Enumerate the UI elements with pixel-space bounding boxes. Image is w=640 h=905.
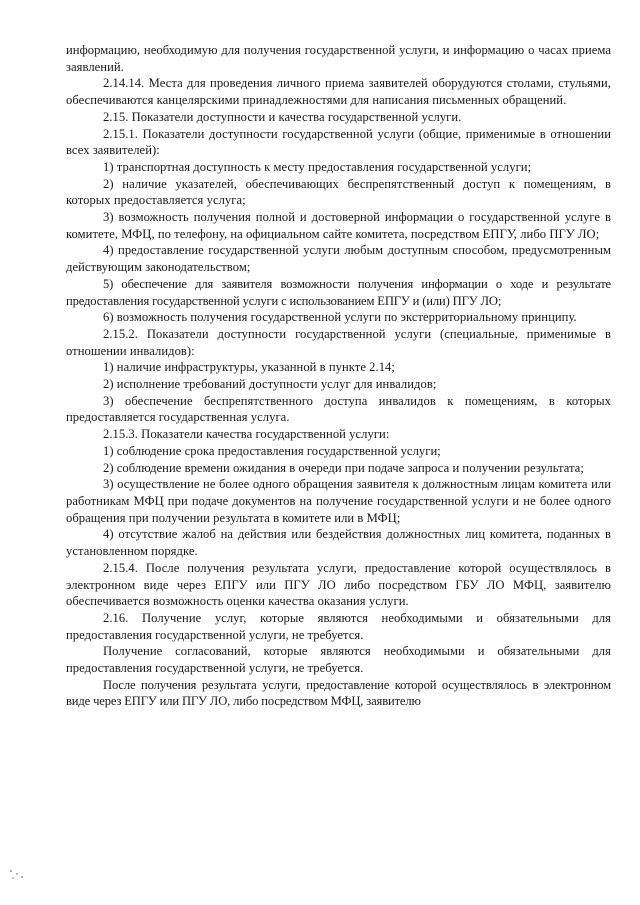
list-item: 2) исполнение требований доступности услуг для инвалидов; (103, 377, 437, 392)
list-item: 5) обеспечение для заявителя возможности получения информации о ходе и результате предоставления государственной услуги с использованием ЕПГУ и (или) ПГУ ЛО; (66, 276, 611, 308)
list-item: 2) наличие указателей, обеспечивающих беспрепятственный доступ к помещениям, в которых предоставляется услуга; (66, 176, 611, 208)
section-heading: 2.15. Показатели доступности и качества государственной услуги. (103, 109, 462, 124)
list-item: 1) наличие инфраструктуры, указанной в пункте 2.14; (103, 360, 395, 375)
list-item: 3) осуществление не более одного обращения заявителя к должностным лицам комитета или работникам МФЦ при подаче документов на получение государственной услуги и не более одного обращения при получении результата в комитете или в МФЦ; (66, 477, 611, 525)
paragraph: 2.16. Получение услуг, которые являются необходимыми и обязательными для предоставления государственной услуги, не требуется. (66, 610, 611, 642)
list-item: 6) возможность получения государственной услуги по экстерриториальному принципу. (103, 310, 577, 325)
list-item: 3) возможность получения полной и достоверной информации о государственной услуге в комитете, МФЦ, по телефону, на официальном сайте комитета, посредством ЕПГУ, либо ПГУ ЛО; (66, 210, 611, 241)
paragraph: 2.15.3. Показатели качества государственной услуги: (103, 427, 390, 442)
list-item: 3) обеспечение беспрепятственного доступа инвалидов к помещениям, в которых предоставляется государственная услуга. (66, 393, 611, 425)
list-item: 1) транспортная доступность к месту предоставления государственной услуги; (103, 159, 532, 174)
list-item: 4) отсутствие жалоб на действия или бездействия должностных лиц комитета, поданных в установленном порядке. (66, 527, 611, 559)
paragraph: информацию, необходимую для получения государственной услуги, и информацию о часах приема заявлений. (66, 43, 611, 74)
list-item: 2) соблюдение времени ожидания в очереди при подаче запроса и получении результата; (103, 460, 584, 475)
paragraph: 2.15.2. Показатели доступности государственной услуги (специальные, применимые в отношении инвалидов): (66, 326, 611, 358)
paragraph: 2.15.1. Показатели доступности государственной услуги (общие, применимые в отношении всех заявителей): (66, 126, 611, 158)
paragraph: 2.14.14. Места для проведения личного приема заявителей оборудуются столами, стульями, обеспечиваются канцелярскими принадлежностями для написания письменных обращений. (66, 76, 611, 108)
list-item: 1) соблюдение срока предоставления государственной услуги; (103, 443, 441, 458)
list-item: 4) предоставление государственной услуги любым доступным способом, предусмотренным действующим законодательством; (66, 243, 611, 275)
paragraph: 2.15.4. После получения результата услуги, предоставление которой осуществлялось в электронном виде через ЕПГУ или ПГУ ЛО либо посредством ГБУ ЛО МФЦ, заявителю обеспечивается возможность оценки качества оказания услуги. (66, 560, 611, 609)
document-page (66, 42, 611, 710)
paragraph: После получения результата услуги, предоставление которой осуществлялось в электронном виде через ЕПГУ или ПГУ ЛО, либо посредством МФЦ, заявителю (66, 677, 611, 709)
scan-speckle (8, 868, 26, 880)
paragraph: Получение согласований, которые являются необходимыми и обязательными для предоставления государственной услуги, не требуется. (66, 644, 611, 676)
